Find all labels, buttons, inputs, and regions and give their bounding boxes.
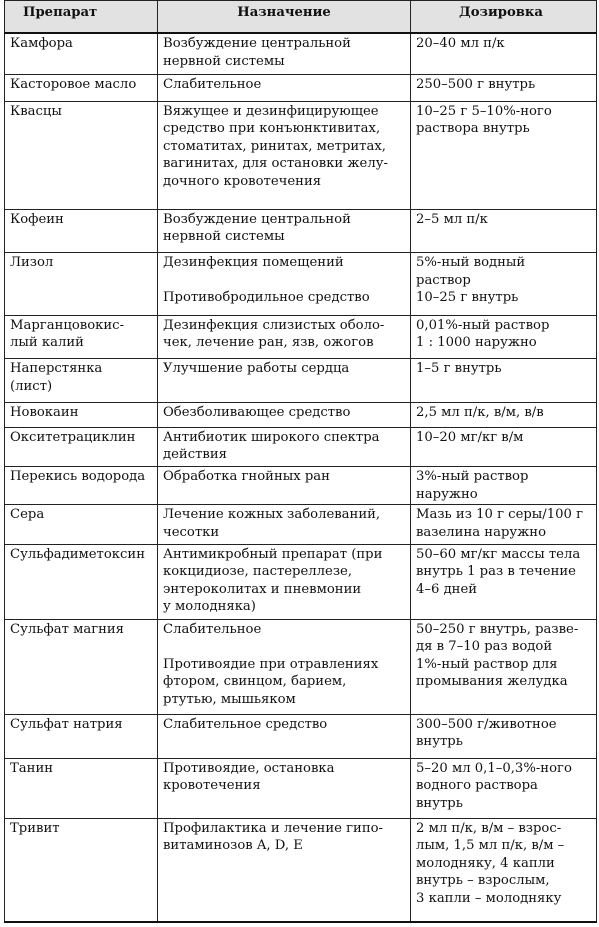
- cell-purpose: Вяжущее и дезинфицирующее средство при конъюнктивитах, стоматитах, ринитах, метритах, вагинитах, для остановки желу- дочного кровотечения: [158, 101, 411, 209]
- cell-purpose: Обезболивающее средство: [158, 402, 411, 427]
- cell-drug: Танин: [5, 758, 158, 818]
- cell-dosage: 1–5 г внутрь: [411, 359, 597, 403]
- table-row: [5, 544, 597, 619]
- header-drug: Препарат: [5, 1, 158, 34]
- cell-purpose: Антибиотик широкого спектра действия: [158, 427, 411, 466]
- cell-dosage: 2 мл п/к, в/м – взрос- лым, 1,5 мл п/к, в/м – молодняку, 4 капли внутрь – взрослым, 3 капли – молодняку: [411, 818, 597, 922]
- cell-dosage: Мазь из 10 г серы/100 г вазелина наружно: [411, 505, 597, 544]
- cell-purpose: Слабительное средство: [158, 714, 411, 758]
- cell-drug: Сульфат магния: [5, 619, 158, 714]
- table-row: [5, 315, 597, 359]
- cell-drug: Квасцы: [5, 101, 158, 209]
- cell-purpose: Дезинфекция помещений Противобродильное средство: [158, 253, 411, 315]
- cell-dosage: 50–250 г внутрь, разве- дя в 7–10 раз водой 1%-ный раствор для промывания желудка: [411, 619, 597, 714]
- cell-drug: Наперстянка (лист): [5, 359, 158, 403]
- table-row: [5, 209, 597, 253]
- cell-dosage: 2–5 мл п/к: [411, 209, 597, 253]
- cell-drug: Сульфадиметоксин: [5, 544, 158, 619]
- cell-purpose: Лечение кожных заболеваний, чесотки: [158, 505, 411, 544]
- table-row: [5, 467, 597, 505]
- cell-purpose: Обработка гнойных ран: [158, 467, 411, 505]
- cell-purpose: Возбуждение центральной нервной системы: [158, 33, 411, 74]
- cell-drug: Кофеин: [5, 209, 158, 253]
- table-row: [5, 758, 597, 818]
- cell-dosage: 10–25 г 5–10%-ного раствора внутрь: [411, 101, 597, 209]
- cell-dosage: 5–20 мл 0,1–0,3%-ного водного раствора внутрь: [411, 758, 597, 818]
- drug-table: [4, 0, 597, 923]
- cell-drug: Новокаин: [5, 402, 158, 427]
- cell-drug: Касторовое масло: [5, 74, 158, 101]
- table-header-row: [5, 1, 597, 34]
- cell-dosage: 300–500 г/животное внутрь: [411, 714, 597, 758]
- cell-dosage: 250–500 г внутрь: [411, 74, 597, 101]
- header-purpose: Назначение: [158, 1, 411, 34]
- cell-dosage: 50–60 мг/кг массы тела внутрь 1 раз в течение 4–6 дней: [411, 544, 597, 619]
- cell-purpose: Дезинфекция слизистых оболо- чек, лечение ран, язв, ожогов: [158, 315, 411, 359]
- cell-purpose: Возбуждение центральной нервной системы: [158, 209, 411, 253]
- cell-dosage: 0,01%-ный раствор 1 : 1000 наружно: [411, 315, 597, 359]
- table-row: [5, 505, 597, 544]
- table-row: [5, 818, 597, 922]
- cell-dosage: 3%-ный раствор наружно: [411, 467, 597, 505]
- cell-drug: Сера: [5, 505, 158, 544]
- cell-drug: Марганцовокис- лый калий: [5, 315, 158, 359]
- cell-drug: Камфора: [5, 33, 158, 74]
- cell-purpose: Слабительное: [158, 74, 411, 101]
- cell-dosage: 2,5 мл п/к, в/м, в/в: [411, 402, 597, 427]
- cell-purpose: Улучшение работы сердца: [158, 359, 411, 403]
- table-row: [5, 619, 597, 714]
- cell-drug: Лизол: [5, 253, 158, 315]
- cell-drug: Окситетрациклин: [5, 427, 158, 466]
- cell-drug: Тривит: [5, 818, 158, 922]
- table-row: [5, 427, 597, 466]
- cell-drug: Сульфат натрия: [5, 714, 158, 758]
- header-dosage: Дозировка: [411, 1, 597, 34]
- cell-dosage: 10–20 мг/кг в/м: [411, 427, 597, 466]
- cell-dosage: 20–40 мл п/к: [411, 33, 597, 74]
- table-body: [5, 33, 597, 922]
- cell-purpose: Профилактика и лечение гипо- витаминозов A, D, E: [158, 818, 411, 922]
- table-row: [5, 33, 597, 74]
- cell-drug: Перекись водорода: [5, 467, 158, 505]
- cell-purpose: Антимикробный препарат (при кокцидиозе, пастереллезе, энтероколитах и пневмонии у молодняка): [158, 544, 411, 619]
- table-row: [5, 359, 597, 403]
- table-row: [5, 253, 597, 315]
- cell-purpose: Противоядие, остановка кровотечения: [158, 758, 411, 818]
- table-row: [5, 101, 597, 209]
- cell-purpose: Слабительное Противоядие при отравлениях фтором, свинцом, барием, ртутью, мышьяком: [158, 619, 411, 714]
- table-row: [5, 74, 597, 101]
- table-row: [5, 402, 597, 427]
- cell-dosage: 5%-ный водный раствор 10–25 г внутрь: [411, 253, 597, 315]
- table-row: [5, 714, 597, 758]
